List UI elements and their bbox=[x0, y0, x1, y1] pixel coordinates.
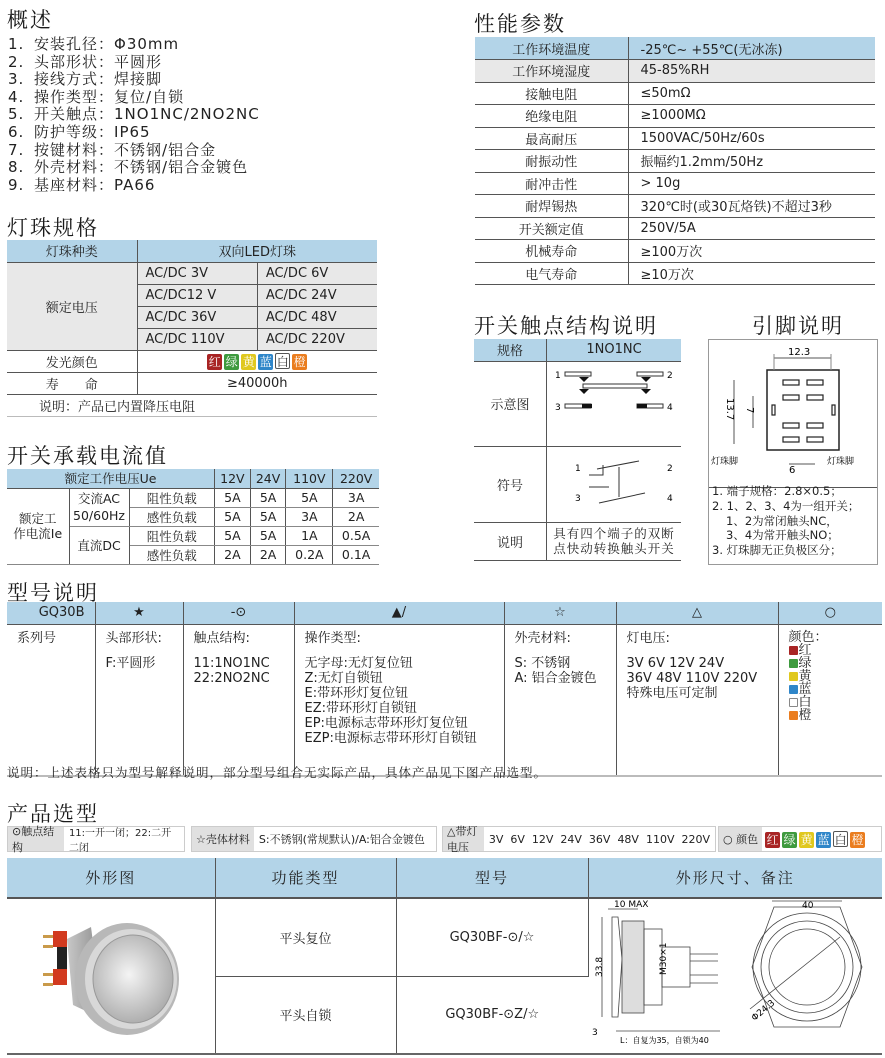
current-value: 1A bbox=[286, 526, 333, 545]
current-value: 5A bbox=[250, 507, 286, 526]
current-value: 3A bbox=[286, 507, 333, 526]
performance-value: 振幅约1.2mm/50Hz bbox=[628, 150, 875, 173]
color-swatch bbox=[789, 659, 798, 668]
model-volt-col bbox=[616, 624, 778, 776]
overview-item-number: 9. bbox=[8, 175, 25, 194]
performance-value: 250V/5A bbox=[628, 217, 875, 240]
model-note: 说明：上述表格只为型号解释说明，部分型号组合无实际产品，具体产品见下图产品选型。 bbox=[7, 765, 548, 780]
model-col-item: F:平圆形 bbox=[105, 655, 156, 671]
model-col-item: A: 铝合金镀色 bbox=[514, 670, 597, 686]
model-title: 型号说明 bbox=[7, 581, 99, 605]
performance-value: ≥1000MΩ bbox=[628, 105, 875, 128]
contact-table bbox=[474, 339, 681, 561]
led-voltage-cell: AC/DC 110V bbox=[137, 328, 257, 350]
model-color-list bbox=[789, 644, 873, 722]
product-table bbox=[7, 858, 882, 1055]
terminal-4: 4 bbox=[667, 402, 673, 413]
product-model: GQ30BF-⊙/☆ bbox=[396, 898, 588, 976]
pin-note: 1、2为常闭触头NC， bbox=[726, 513, 838, 528]
model-shell-col bbox=[504, 624, 616, 776]
overview-item-number: 6. bbox=[8, 122, 25, 141]
overview-item bbox=[8, 124, 260, 142]
performance-row bbox=[475, 150, 875, 173]
performance-value: > 10g bbox=[628, 172, 875, 195]
performance-row bbox=[475, 262, 875, 285]
overview-item-value: 复位/自锁 bbox=[114, 87, 185, 106]
performance-key: 工作环境湿度 bbox=[475, 60, 628, 83]
dimension-drawing bbox=[590, 899, 880, 1049]
selection-color-chip: 蓝 bbox=[817, 832, 830, 847]
current-value: 0.1A bbox=[333, 545, 379, 564]
contact-desc-label: 说明 bbox=[474, 522, 547, 560]
selection-voltage bbox=[442, 826, 716, 852]
contact-symbol-label: 符号 bbox=[474, 446, 547, 522]
dim-max: 10 MAX bbox=[614, 900, 649, 910]
overview-item-number: 8. bbox=[8, 158, 25, 177]
model-color-label: 黄 bbox=[798, 668, 812, 684]
overview-item-label: 安装孔径： bbox=[34, 35, 115, 53]
svg-text:1: 1 bbox=[575, 464, 581, 474]
overview-item bbox=[8, 159, 260, 177]
performance-value: ≥100万次 bbox=[628, 240, 875, 263]
contact-diagram-svg bbox=[547, 362, 681, 442]
current-value: 2A bbox=[333, 507, 379, 526]
led-type-value: 双向LED灯珠 bbox=[137, 240, 377, 262]
selection-color-chip: 红 bbox=[766, 832, 779, 847]
selection-contact-label: ⊙触点结构 bbox=[8, 827, 64, 851]
overview-item-value: 1NO1NC/2NO2NC bbox=[114, 105, 260, 124]
overview-item-label: 头部形状： bbox=[34, 52, 115, 71]
pin-note: 2. 1、2、3、4为一组开关； bbox=[712, 498, 860, 513]
performance-key: 开关额定值 bbox=[475, 217, 628, 240]
contact-diagram bbox=[547, 361, 682, 446]
button-photo bbox=[31, 909, 191, 1039]
performance-table bbox=[475, 37, 875, 285]
model-header: △ bbox=[616, 602, 778, 624]
overview-item-value: PA66 bbox=[114, 175, 156, 194]
performance-title: 性能参数 bbox=[474, 12, 566, 36]
performance-key: 耐振动性 bbox=[475, 150, 628, 173]
led-voltage-cell: AC/DC 3V bbox=[137, 262, 257, 284]
performance-row bbox=[475, 105, 875, 128]
product-dimensions bbox=[588, 898, 882, 1054]
model-header: -⊙ bbox=[183, 602, 294, 624]
model-op-items bbox=[305, 656, 494, 746]
model-series: 系列号 bbox=[7, 624, 95, 776]
svg-text:3: 3 bbox=[575, 494, 581, 504]
performance-key: 接触电阻 bbox=[475, 82, 628, 105]
contact-spec-value: 1NO1NC bbox=[547, 339, 682, 361]
overview-item bbox=[8, 89, 260, 107]
current-voltage-header: 12V bbox=[215, 469, 251, 488]
model-color-item bbox=[789, 709, 873, 722]
model-color-label: 橙 bbox=[798, 707, 812, 723]
selection-color-chip: 橙 bbox=[851, 832, 864, 847]
led-spec-table bbox=[7, 240, 377, 417]
overview-item-label: 接线方式： bbox=[34, 70, 115, 89]
terminal-2: 2 bbox=[667, 370, 673, 381]
selection-shell-value: S:不锈钢(常规默认)/A:铝合金镀色 bbox=[258, 833, 425, 846]
selection-voltage-value: 3V 6V 12V 24V 36V 48V 110V 220V bbox=[488, 832, 710, 846]
color-swatch bbox=[789, 672, 798, 681]
pins-title: 引脚说明 bbox=[752, 314, 844, 338]
current-voltage-header: 24V bbox=[250, 469, 286, 488]
performance-value: 1500VAC/50Hz/60s bbox=[628, 127, 875, 150]
model-col-title: 触点结构: bbox=[193, 630, 250, 646]
load-type: 阻性负载 bbox=[129, 488, 215, 507]
overview-item-label: 开关触点： bbox=[34, 105, 115, 124]
overview-item bbox=[8, 142, 260, 160]
selection-voltage-label: △带灯电压 bbox=[443, 827, 484, 851]
current-voltage-header: 220V bbox=[333, 469, 379, 488]
terminal-1: 1 bbox=[555, 370, 561, 381]
performance-row bbox=[475, 37, 875, 60]
performance-value: 320℃时(或30瓦烙铁)不超过3秒 bbox=[628, 195, 875, 218]
led-voltage-label: 额定电压 bbox=[7, 262, 137, 350]
overview-item bbox=[8, 36, 260, 54]
svg-text:4: 4 bbox=[667, 494, 673, 504]
performance-row bbox=[475, 172, 875, 195]
model-color-col bbox=[778, 624, 882, 776]
product-header: 外形图 bbox=[7, 858, 215, 898]
overview-item-number: 1. bbox=[8, 35, 25, 53]
overview-list bbox=[8, 36, 260, 194]
led-note: 说明：产品已内置降压电阻 bbox=[7, 394, 377, 416]
model-col-title: 灯电压: bbox=[626, 630, 670, 646]
current-value: 5A bbox=[215, 507, 251, 526]
model-col-item: 36V 48V 110V 220V bbox=[626, 670, 758, 686]
contact-diagram-label: 示意图 bbox=[474, 361, 547, 446]
contact-title: 开关触点结构说明 bbox=[474, 314, 658, 338]
led-voltage-cell: AC/DC12 V bbox=[137, 284, 257, 306]
pin-diagram-svg bbox=[709, 340, 879, 480]
model-op-item: Z:无灯自锁钮 bbox=[304, 670, 383, 686]
overview-item-number: 5. bbox=[8, 105, 25, 124]
overview-item-label: 防护等级： bbox=[34, 122, 115, 141]
pin-notes bbox=[712, 484, 859, 558]
performance-key: 绝缘电阻 bbox=[475, 105, 628, 128]
overview-item bbox=[8, 71, 260, 89]
model-col-item: 11:1NO1NC bbox=[193, 655, 270, 671]
current-table bbox=[7, 469, 379, 565]
pin-dim-bottom: 6 bbox=[789, 465, 796, 476]
pin-note: 1. 端子规格：2.8×0.5； bbox=[712, 484, 842, 498]
lamp-pin-label-right: 灯珠脚 bbox=[827, 457, 855, 467]
model-op-item: EP:电源标志带环形灯复位钮 bbox=[304, 715, 468, 731]
selection-shell-label: ☆壳体材料 bbox=[192, 827, 254, 851]
current-ac-label: 交流AC 50/60Hz bbox=[69, 488, 129, 526]
overview-title: 概述 bbox=[7, 8, 53, 32]
overview-item-number: 2. bbox=[8, 52, 25, 71]
performance-row bbox=[475, 195, 875, 218]
pin-note: 3. 灯珠脚无正负极区分； bbox=[712, 543, 842, 558]
current-header-label: 额定工作电压Ue bbox=[7, 469, 215, 488]
color-swatch bbox=[789, 711, 798, 720]
model-col-item: S: 不锈钢 bbox=[514, 655, 571, 671]
current-value: 5A bbox=[250, 526, 286, 545]
led-color-chips bbox=[137, 350, 377, 372]
current-value: 0.5A bbox=[333, 526, 379, 545]
model-col-item: 22:2NO2NC bbox=[193, 670, 270, 686]
color-swatch bbox=[789, 698, 798, 707]
overview-item-value: 焊接脚 bbox=[114, 70, 163, 89]
load-type: 感性负载 bbox=[129, 507, 215, 526]
current-value: 5A bbox=[215, 488, 251, 507]
model-col-item: 3V 6V 12V 24V bbox=[626, 655, 725, 671]
model-color-label: 绿 bbox=[798, 655, 812, 671]
contact-symbol bbox=[547, 446, 682, 522]
pin-dim-width: 12.3 bbox=[788, 347, 811, 358]
led-type-label: 灯珠种类 bbox=[7, 240, 137, 262]
model-color-label: 蓝 bbox=[798, 681, 812, 697]
performance-row bbox=[475, 127, 875, 150]
performance-key: 机械寿命 bbox=[475, 240, 628, 263]
overview-item bbox=[8, 54, 260, 72]
overview-item-label: 基座材料： bbox=[34, 175, 115, 194]
performance-key: 耐焊锡热 bbox=[475, 195, 628, 218]
pin-note: 3、4为常开触头NO； bbox=[726, 528, 839, 543]
performance-row bbox=[475, 240, 875, 263]
current-value: 5A bbox=[250, 488, 286, 507]
product-image bbox=[7, 898, 215, 1054]
model-color-label: 红 bbox=[798, 642, 812, 658]
led-voltage-cell: AC/DC 220V bbox=[257, 328, 377, 350]
product-header: 功能类型 bbox=[215, 858, 396, 898]
led-life-value: ≥40000h bbox=[137, 372, 377, 394]
model-table bbox=[7, 602, 882, 777]
selection-color-chips bbox=[762, 831, 868, 848]
model-header: ▲/ bbox=[294, 602, 504, 624]
led-color-chip: 红 bbox=[208, 354, 221, 369]
model-col-title: 颜色： bbox=[788, 629, 828, 645]
dim-dia: Φ24.3 bbox=[750, 998, 778, 1024]
overview-item-label: 操作类型： bbox=[34, 87, 115, 106]
overview-item-number: 3. bbox=[8, 70, 25, 89]
led-spec-title: 灯珠规格 bbox=[7, 216, 99, 240]
model-head-col bbox=[95, 624, 183, 776]
led-voltage-cell: AC/DC 24V bbox=[257, 284, 377, 306]
model-col-item: 特殊电压可定制 bbox=[626, 685, 718, 701]
dim-flange: 3 bbox=[592, 1028, 598, 1038]
contact-spec-label: 规格 bbox=[474, 339, 547, 361]
model-op-col bbox=[294, 624, 504, 776]
dim-height: 33.8 bbox=[595, 956, 606, 977]
model-col-title: 头部形状: bbox=[105, 630, 162, 646]
dim-width: 40 bbox=[802, 901, 814, 911]
color-swatch bbox=[789, 685, 798, 694]
selection-shell bbox=[191, 826, 437, 852]
performance-key: 耐冲击性 bbox=[475, 172, 628, 195]
led-color-chip: 白 bbox=[276, 354, 289, 369]
product-header: 型号 bbox=[396, 858, 588, 898]
model-color-label: 白 bbox=[798, 694, 812, 710]
current-voltage-header: 110V bbox=[286, 469, 333, 488]
current-value: 2A bbox=[215, 545, 251, 564]
dim-length: L：自复为35，自锁为40 bbox=[620, 1036, 710, 1045]
performance-row bbox=[475, 82, 875, 105]
overview-item-label: 外壳材料： bbox=[34, 158, 115, 177]
model-header: ○ bbox=[778, 602, 882, 624]
selection-color bbox=[718, 826, 882, 852]
led-life-label: 寿 命 bbox=[7, 372, 137, 394]
current-value: 2A bbox=[250, 545, 286, 564]
overview-item-number: 4. bbox=[8, 87, 25, 106]
performance-value: ≥10万次 bbox=[628, 262, 875, 285]
pin-dim-inner: 7 bbox=[744, 407, 755, 414]
model-op-item: E:带环形灯复位钮 bbox=[304, 685, 409, 701]
dim-thread: M30×1 bbox=[659, 942, 670, 975]
selection-title: 产品选型 bbox=[7, 802, 99, 826]
selection-color-label: ○ 颜色 bbox=[719, 827, 762, 851]
current-value: 5A bbox=[286, 488, 333, 507]
led-voltage-cell: AC/DC 36V bbox=[137, 306, 257, 328]
overview-item-value: 不锈钢/铝合金镀色 bbox=[114, 158, 249, 177]
terminal-3: 3 bbox=[555, 402, 561, 413]
model-op-item: EZ:带环形灯自锁钮 bbox=[304, 700, 417, 716]
model-op-item: EZP:电源标志带环形灯自锁钮 bbox=[304, 730, 477, 746]
overview-item-value: 不锈钢/铝合金 bbox=[114, 140, 217, 159]
led-color-chip: 橙 bbox=[293, 354, 306, 369]
selection-color-chip: 黄 bbox=[800, 832, 813, 847]
current-value: 3A bbox=[333, 488, 379, 507]
current-dc-label: 直流DC bbox=[69, 526, 129, 564]
performance-key: 电气寿命 bbox=[475, 262, 628, 285]
model-header: ★ bbox=[95, 602, 183, 624]
current-value: 0.2A bbox=[286, 545, 333, 564]
contact-symbol-svg bbox=[547, 447, 681, 517]
model-header: GQ30B bbox=[7, 602, 95, 624]
overview-item-value: Φ30mm bbox=[114, 35, 180, 53]
led-voltage-cell: AC/DC 6V bbox=[257, 262, 377, 284]
load-type: 阻性负载 bbox=[129, 526, 215, 545]
overview-item-value: IP65 bbox=[114, 122, 151, 141]
model-header: ☆ bbox=[504, 602, 616, 624]
model-col-title: 外壳材料: bbox=[514, 630, 571, 646]
performance-row bbox=[475, 217, 875, 240]
overview-item bbox=[8, 177, 260, 195]
current-value: 5A bbox=[215, 526, 251, 545]
current-title: 开关承载电流值 bbox=[7, 444, 168, 468]
product-header: 外形尺寸、备注 bbox=[588, 858, 882, 898]
performance-key: 最高耐压 bbox=[475, 127, 628, 150]
contact-desc-value: 具有四个端子的双断点快动转换触头开关 bbox=[547, 522, 682, 560]
pin-dim-height: 13.7 bbox=[724, 398, 735, 421]
overview-item bbox=[8, 106, 260, 124]
led-color-chip: 黄 bbox=[242, 354, 255, 369]
color-swatch bbox=[789, 646, 798, 655]
current-row-label: 额定工作电流Ie bbox=[7, 488, 69, 564]
performance-value: ≤50mΩ bbox=[628, 82, 875, 105]
model-col-title: 操作类型: bbox=[304, 630, 361, 646]
selection-color-chip: 绿 bbox=[783, 832, 796, 847]
overview-item-value: 平圆形 bbox=[114, 52, 163, 71]
overview-item-label: 按键材料： bbox=[34, 140, 115, 159]
led-color-label: 发光颜色 bbox=[7, 350, 137, 372]
selection-contact-value: 11:一开一闭；22:二开二闭 bbox=[68, 828, 172, 854]
performance-key: 工作环境温度 bbox=[475, 37, 628, 60]
performance-row bbox=[475, 60, 875, 83]
performance-value: 45-85%RH bbox=[628, 60, 875, 83]
model-op-item: 无字母:无灯复位钮 bbox=[304, 655, 413, 671]
selection-color-chip: 白 bbox=[834, 832, 847, 847]
lamp-pin-label-left: 灯珠脚 bbox=[711, 457, 739, 467]
led-voltage-cell: AC/DC 48V bbox=[257, 306, 377, 328]
load-type: 感性负载 bbox=[129, 545, 215, 564]
led-color-chip: 蓝 bbox=[259, 354, 272, 369]
svg-text:2: 2 bbox=[667, 464, 673, 474]
model-contact-col bbox=[183, 624, 294, 776]
performance-value: -25℃~ +55℃(无冰冻) bbox=[628, 37, 875, 60]
led-color-chip: 绿 bbox=[225, 354, 238, 369]
product-func: 平头复位 bbox=[215, 898, 396, 976]
selection-contact bbox=[7, 826, 185, 852]
product-func: 平头自锁 bbox=[215, 976, 396, 1054]
product-model: GQ30BF-⊙Z/☆ bbox=[445, 1007, 540, 1023]
overview-item-number: 7. bbox=[8, 140, 25, 159]
